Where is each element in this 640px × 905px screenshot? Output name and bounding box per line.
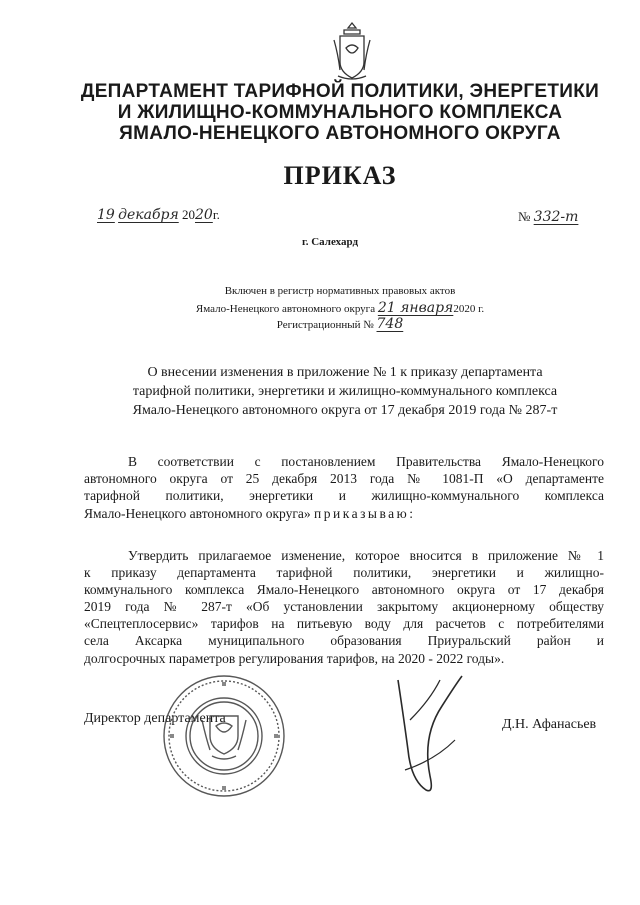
- order-title: ПРИКАЗ: [283, 161, 397, 190]
- registry-line-2: [150, 301, 530, 317]
- registry-number-label: Регистрационный №: [276, 319, 374, 331]
- order-date: [97, 207, 220, 223]
- official-seal-icon: [160, 672, 288, 800]
- registry-number: 748: [376, 316, 404, 332]
- paragraph-2-line-2: к приказу департамента тарифной политики, энергетики и жилищно-: [84, 565, 604, 580]
- registry-region: Ямало-Ненецкого автономного округа: [195, 303, 376, 315]
- paragraph-1-line-2: автономного округа от 25 декабря 2013 года № 1081-П «О департаменте: [84, 471, 604, 486]
- date-day: 19: [97, 207, 115, 223]
- department-name-line-1: ДЕПАРТАМЕНТ ТАРИФНОЙ ПОЛИТИКИ, ЭНЕРГЕТИКИ: [80, 81, 600, 102]
- handwritten-signature: [370, 660, 480, 810]
- registry-line-3: [150, 317, 530, 333]
- paragraph-2-line-6: села Аксарка муниципального образования Приуральский район и: [84, 633, 604, 648]
- paragraph-1-line-3: тарифной политики, энергетики и жилищно-коммунального комплекса: [84, 488, 604, 503]
- paragraph-2-line-1: Утвердить прилагаемое изменение, которое вносится в приложение № 1: [128, 548, 604, 563]
- order-number: [518, 209, 578, 225]
- date-year-suffix: 20: [194, 207, 213, 223]
- date-suffix: г.: [212, 207, 220, 222]
- date-year-prefix: 20: [181, 207, 195, 222]
- paragraph-1-line-4-text: Ямало-Ненецкого автономного округа»: [84, 506, 311, 521]
- paragraph-1-line-4: [84, 505, 604, 523]
- department-name-line-3: ЯМАЛО-НЕНЕЦКОГО АВТОНОМНОГО ОКРУГА: [119, 123, 561, 144]
- signer-name: Д.Н. Афанасьев: [502, 717, 597, 732]
- signer-position: Директор департамента: [84, 711, 226, 726]
- number-prefix: №: [518, 209, 531, 224]
- number-value: 332-т: [533, 209, 579, 225]
- subject-line-1: О внесении изменения в приложение № 1 к приказу департамента: [147, 365, 543, 380]
- paragraph-2-line-3: коммунального комплекса Ямало-Ненецкого автономного округа от 17 декабря: [84, 582, 604, 597]
- paragraph-2-line-5: «Спецтеплосервис» тарифов на питьевую воду для расчетов с потребителями: [84, 616, 604, 631]
- registry-date: 21 января: [377, 300, 454, 316]
- coat-of-arms-icon: [330, 20, 374, 82]
- registry-year: 2020 г.: [453, 303, 485, 315]
- paragraph-1-line-1: В соответствии с постановлением Правительства Ямало-Ненецкого: [128, 454, 604, 469]
- paragraph-2-line-4: 2019 года № 287-т «Об установлении закрытому акционерному обществу: [84, 599, 604, 614]
- registry-line-1: Включен в регистр нормативных правовых актов: [224, 285, 456, 297]
- paragraph-2-line-7: долгосрочных параметров регулирования тарифов, на 2020 - 2022 годы».: [84, 651, 505, 666]
- department-name-line-2: И ЖИЛИЩНО-КОММУНАЛЬНОГО КОМПЛЕКСА: [117, 102, 563, 123]
- subject-line-3: Ямало-Ненецкого автономного округа от 17 декабря 2019 года № 287-т: [132, 403, 558, 418]
- order-verb: приказываю:: [314, 506, 416, 521]
- city: г. Салехард: [301, 236, 359, 248]
- date-month: декабря: [118, 207, 179, 223]
- subject-line-2: тарифной политики, энергетики и жилищно-коммунального комплекса: [132, 384, 558, 399]
